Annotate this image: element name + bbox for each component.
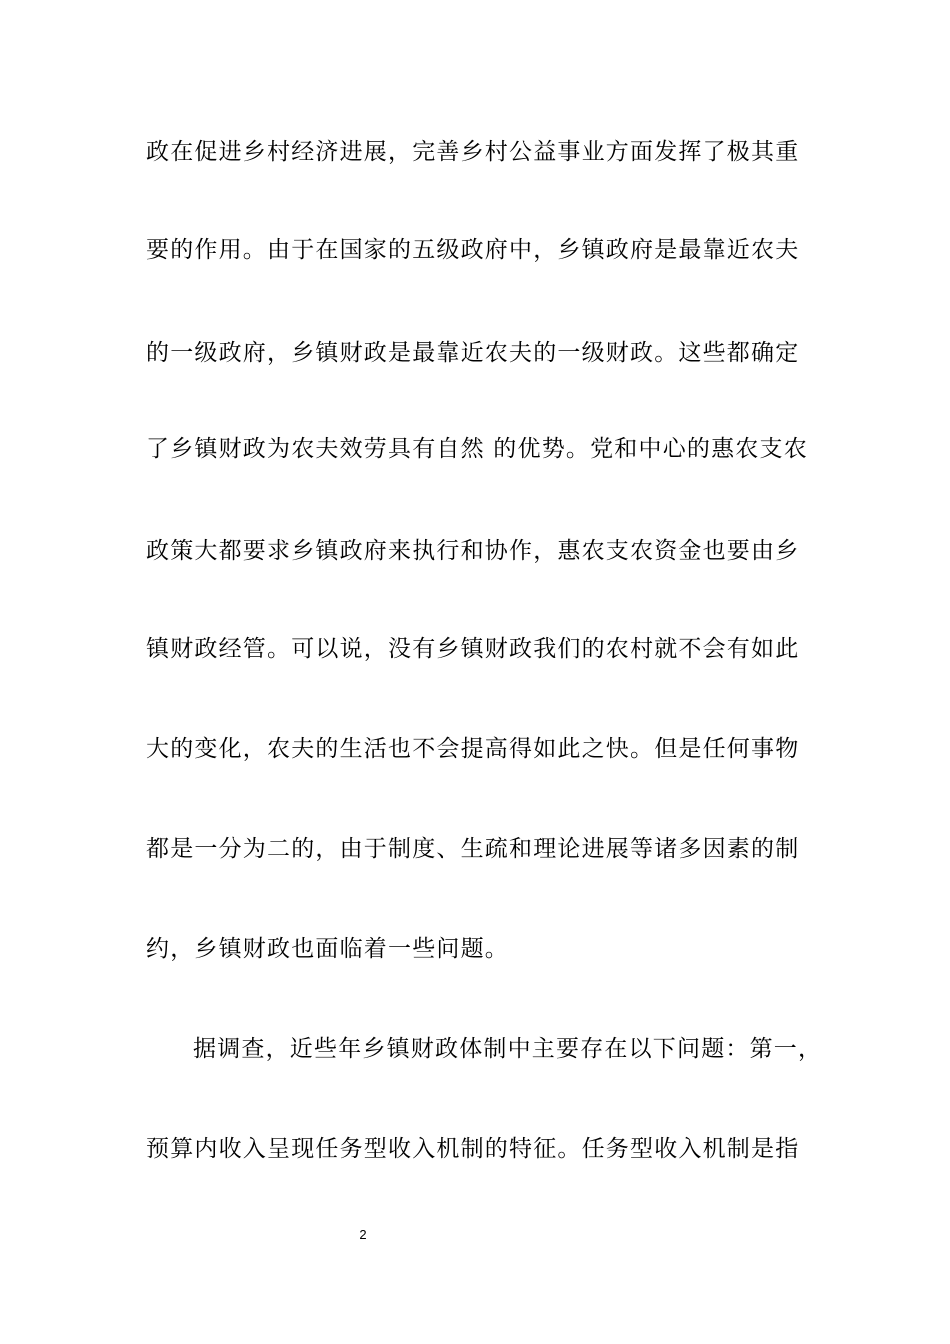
paragraph-line: 约，乡镇财政也面临着一些问题。 <box>146 936 509 962</box>
paragraph-line: 大的变化，农夫的生活也不会提高得如此之快。但是任何事物 <box>146 736 800 762</box>
paragraph-line: 政在促进乡村经济进展，完善乡村公益事业方面发挥了极其重 <box>146 139 800 165</box>
paragraph-line: 政策大都要求乡镇政府来执行和协作，惠农支农资金也要由乡 <box>146 538 800 564</box>
paragraph-line: 了乡镇财政为农夫效劳具有自然 的优势。党和中心的惠农支农 <box>146 436 808 462</box>
paragraph-line: 要的作用。由于在国家的五级政府中，乡镇政府是最靠近农夫 <box>146 237 800 263</box>
paragraph-line: 镇财政经管。可以说，没有乡镇财政我们的农村就不会有如此 <box>146 636 800 662</box>
paragraph-line: 都是一分为二的，由于制度、生疏和理论进展等诸多因素的制 <box>146 836 800 862</box>
paragraph-line: 预算内收入呈现任务型收入机制的特征。任务型收入机制是指 <box>146 1136 800 1162</box>
paragraph-line: 的一级政府，乡镇财政是最靠近农夫的一级财政。这些都确定 <box>146 340 800 366</box>
page-number: 2 <box>359 1227 367 1242</box>
paragraph-line: 据调查，近些年乡镇财政体制中主要存在以下问题：第一， <box>193 1036 823 1062</box>
